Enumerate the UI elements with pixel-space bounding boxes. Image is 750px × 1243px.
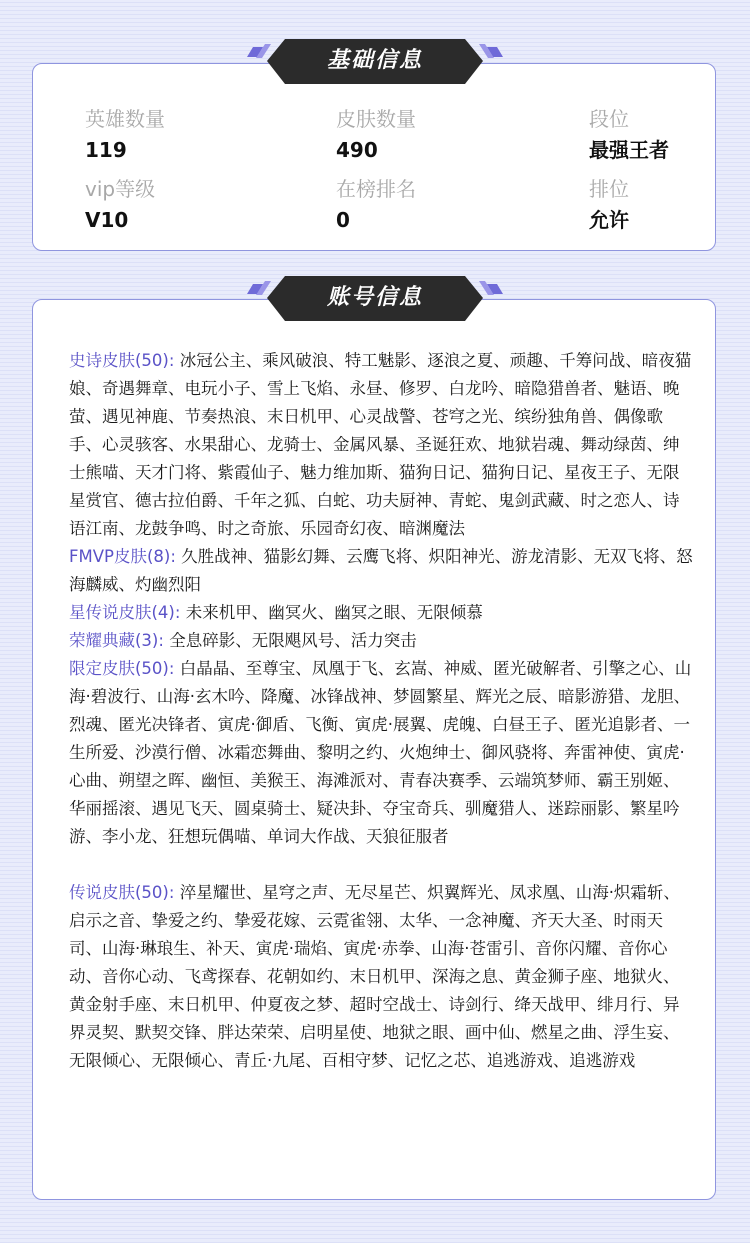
skin-category-limited bbox=[69, 655, 695, 851]
category-label: FMVP皮肤(8): bbox=[69, 547, 176, 566]
category-items: 冰冠公主、乘风破浪、特工魅影、逐浪之夏、顽趣、千筹问战、暗夜猫娘、奇遇舞章、电玩小子、雪上飞焰、永昼、修罗、白龙吟、暗隐猎兽者、魅语、晚萤、遇见神鹿、节奏热浪、末日机甲、心灵战警、苍穹之光、缤纷独角兽、偶像歌手、心灵骇客、水果甜心、龙骑士、金属风暴、圣诞狂欢、地狱岩魂、舞动绿茵、绅士熊喵、天才门将、紫霞仙子、魅力维加斯、猫狗日记、猫狗日记、星夜王子、无限星赏官、德古拉伯爵、千年之狐、白蛇、功夫厨神、青蛇、鬼剑武藏、时之恋人、诗语江南、龙鼓争鸣、时之奇旅、乐园奇幻夜、暗渊魔法 bbox=[69, 351, 692, 538]
skin-category-legend bbox=[69, 879, 695, 1075]
category-label: 史诗皮肤(50): bbox=[69, 351, 175, 370]
basic-info-card bbox=[32, 63, 716, 251]
stat-label: 排位 bbox=[589, 177, 629, 201]
stat-leaderboard-rank bbox=[336, 176, 416, 233]
stat-rank-tier bbox=[589, 106, 669, 163]
stat-skin-count bbox=[336, 106, 416, 163]
skin-category-glory-collection bbox=[69, 627, 695, 655]
section-banner-account bbox=[245, 275, 505, 323]
stat-label: vip等级 bbox=[85, 177, 156, 201]
skin-category-epic bbox=[69, 347, 695, 543]
stat-label: 英雄数量 bbox=[85, 107, 165, 131]
section-banner-basic bbox=[245, 38, 505, 86]
stat-vip-level bbox=[85, 176, 155, 233]
stat-label: 段位 bbox=[589, 107, 629, 131]
stat-value: 最强王者 bbox=[589, 138, 669, 162]
stat-value: 允许 bbox=[589, 208, 629, 232]
stat-value: V10 bbox=[85, 208, 129, 232]
skin-category-star-legend bbox=[69, 599, 695, 627]
category-items: 全息碎影、无限飓风号、活力突击 bbox=[169, 631, 417, 650]
skin-list bbox=[69, 347, 695, 1075]
section-title: 账号信息 bbox=[326, 285, 423, 310]
category-label: 传说皮肤(50): bbox=[69, 883, 175, 902]
category-items: 久胜战神、猫影幻舞、云鹰飞将、炽阳神光、游龙清影、无双飞将、怒海麟威、灼幽烈阳 bbox=[69, 547, 693, 594]
category-label: 荣耀典藏(3): bbox=[69, 631, 164, 650]
stat-ranked-allowed bbox=[589, 176, 629, 233]
category-label: 星传说皮肤(4): bbox=[69, 603, 181, 622]
category-items: 未来机甲、幽冥火、幽冥之眼、无限倾慕 bbox=[185, 603, 483, 622]
category-items: 白晶晶、至尊宝、凤凰于飞、玄嵩、神威、匿光破解者、引擎之心、山海·碧波行、山海·玄木吟、降魔、冰锋战神、梦圆繁星、辉光之辰、暗影游猎、龙胆、烈魂、匿光决锋者、寅虎·御盾、飞衡、寅虎·展翼、虎魄、白昼王子、匿光追影者、一生所爱、沙漠行僧、冰霜恋舞曲、黎明之约、火炮绅士、御风骁将、奔雷神使、寅虎·心曲、朔望之晖、幽恒、美猴王、海滩派对、青春决赛季、云端筑梦师、霸王别姬、华丽摇滚、遇见飞天、圆桌骑士、疑决卦、夺宝奇兵、驯魔猎人、迷踪丽影、繁星吟游、李小龙、狂想玩偶喵、单词大作战、天狼征服者 bbox=[69, 659, 692, 846]
category-label: 限定皮肤(50): bbox=[69, 659, 175, 678]
account-info-card bbox=[32, 299, 716, 1200]
stat-label: 在榜排名 bbox=[336, 177, 416, 201]
stat-hero-count bbox=[85, 106, 165, 163]
skin-category-fmvp bbox=[69, 543, 695, 599]
section-title: 基础信息 bbox=[326, 48, 423, 73]
stat-value: 119 bbox=[85, 138, 127, 162]
spacer bbox=[69, 851, 695, 879]
stat-label: 皮肤数量 bbox=[336, 107, 416, 131]
category-items: 淬星耀世、星穹之声、无尽星芒、炽翼辉光、凤求凰、山海·炽霜斩、启示之音、挚爱之约、挚爱花嫁、云霓雀翎、太华、一念神魔、齐天大圣、时雨天司、山海·琳琅生、补天、寅虎·瑞焰、寅虎·赤拳、山海·苍雷引、音你闪耀、音你心动、音你心动、飞鸢探春、花朝如约、末日机甲、深海之息、黄金狮子座、地狱火、黄金射手座、末日机甲、仲夏夜之梦、超时空战士、诗剑行、绛天战甲、绯月行、异界灵契、默契交锋、胖达荣荣、启明星使、地狱之眼、画中仙、燃星之曲、浮生妄、无限倾心、无限倾心、青丘·九尾、百相守梦、记忆之芯、追逃游戏、追逃游戏 bbox=[69, 883, 680, 1070]
stat-value: 490 bbox=[336, 138, 378, 162]
stat-value: 0 bbox=[336, 208, 350, 232]
